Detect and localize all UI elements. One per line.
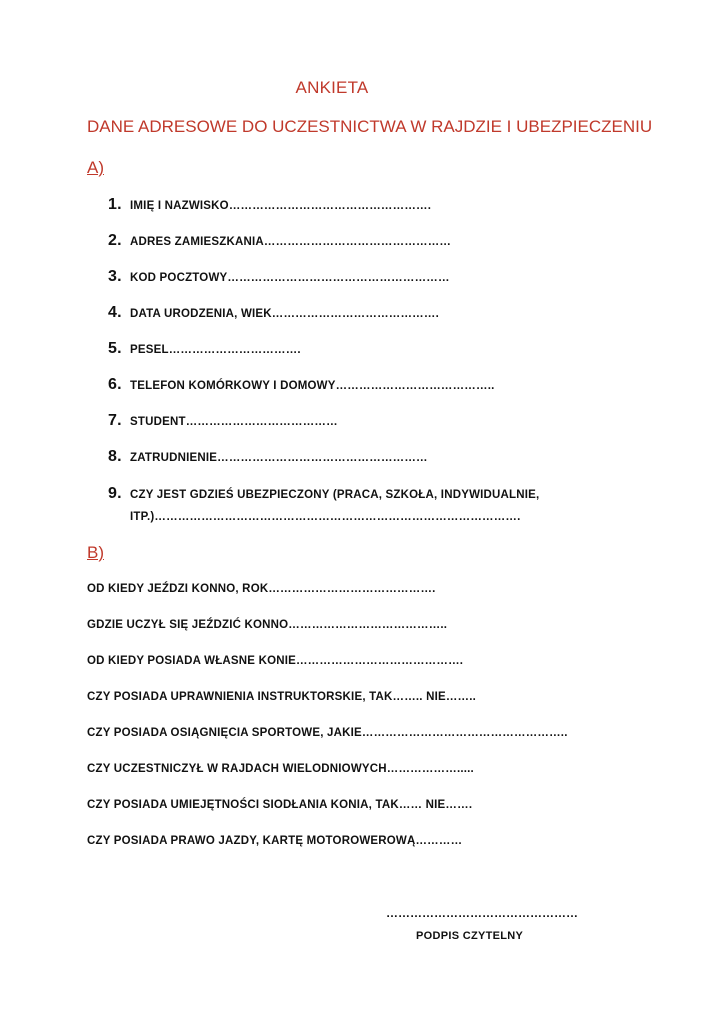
list-item-phone bbox=[108, 376, 668, 412]
list-item-insurance bbox=[108, 484, 668, 528]
item-number: 4. bbox=[108, 304, 122, 321]
signature-line: ………………………………………… bbox=[386, 906, 578, 920]
item-text: IMIĘ I NAZWISKO……………………………………………. bbox=[130, 200, 432, 212]
section-b-line: OD KIEDY POSIADA WŁASNE KONIE……………………………………. bbox=[87, 655, 464, 667]
item-number: 9. bbox=[108, 485, 122, 502]
list-item-employment bbox=[108, 448, 668, 484]
item-number: 6. bbox=[108, 376, 122, 393]
section-b-label: B) bbox=[87, 543, 104, 562]
document-title: ANKIETA bbox=[295, 78, 369, 97]
item-number: 7. bbox=[108, 412, 122, 429]
section-b-line: CZY UCZESTNICZYŁ W RAJDACH WIELODNIOWYCH………………..... bbox=[87, 763, 474, 775]
item-number: 8. bbox=[108, 448, 122, 465]
section-b-line: CZY POSIADA UMIEJĘTNOŚCI SIODŁANIA KONIA, TAK…… NIE……. bbox=[87, 799, 473, 811]
item-text: ZATRUDNIENIE……………………………………………… bbox=[130, 452, 428, 464]
item-text: CZY JEST GDZIEŚ UBEZPIECZONY (PRACA, SZKOŁA, INDYWIDUALNIE, ITP.)…………………………………………………………………………………. bbox=[130, 489, 540, 523]
item-number: 2. bbox=[108, 232, 122, 249]
document-subtitle: DANE ADRESOWE DO UCZESTNICTWA W RAJDZIE I UBEZPIECZENIU bbox=[87, 117, 653, 136]
item-number: 1. bbox=[108, 196, 122, 213]
list-item-name bbox=[108, 196, 668, 232]
section-a-label: A) bbox=[87, 158, 104, 177]
item-text: STUDENT………………………………… bbox=[130, 416, 338, 428]
item-text: KOD POCZTOWY………………………………………………… bbox=[130, 272, 450, 284]
list-item-birth-date bbox=[108, 304, 668, 340]
section-a-list bbox=[108, 196, 668, 528]
section-b-line: CZY POSIADA UPRAWNIENIA INSTRUKTORSKIE, TAK…….. NIE…….. bbox=[87, 691, 477, 703]
item-number: 5. bbox=[108, 340, 122, 357]
item-text: DATA URODZENIA, WIEK……………………………………. bbox=[130, 308, 439, 320]
list-item-student bbox=[108, 412, 668, 448]
section-b-line: GDZIE UCZYŁ SIĘ JEŹDZIĆ KONNO………………………………….. bbox=[87, 619, 448, 631]
signature-label: PODPIS CZYTELNY bbox=[416, 930, 524, 942]
section-b-line: CZY POSIADA OSIĄGNIĘCIA SPORTOWE, JAKIE…………………………………………….. bbox=[87, 727, 568, 739]
list-item-address bbox=[108, 232, 668, 268]
item-text: PESEL……………………………. bbox=[130, 344, 301, 356]
section-b-line: OD KIEDY JEŹDZI KONNO, ROK……………………………………. bbox=[87, 583, 436, 595]
item-text: TELEFON KOMÓRKOWY I DOMOWY………………………………….. bbox=[130, 380, 495, 392]
section-b-line: CZY POSIADA PRAWO JAZDY, KARTĘ MOTOROWEROWĄ………… bbox=[87, 835, 463, 847]
item-text: ADRES ZAMIESZKANIA………………………………………… bbox=[130, 236, 452, 248]
list-item-postal-code bbox=[108, 268, 668, 304]
list-item-pesel bbox=[108, 340, 668, 376]
item-number: 3. bbox=[108, 268, 122, 285]
